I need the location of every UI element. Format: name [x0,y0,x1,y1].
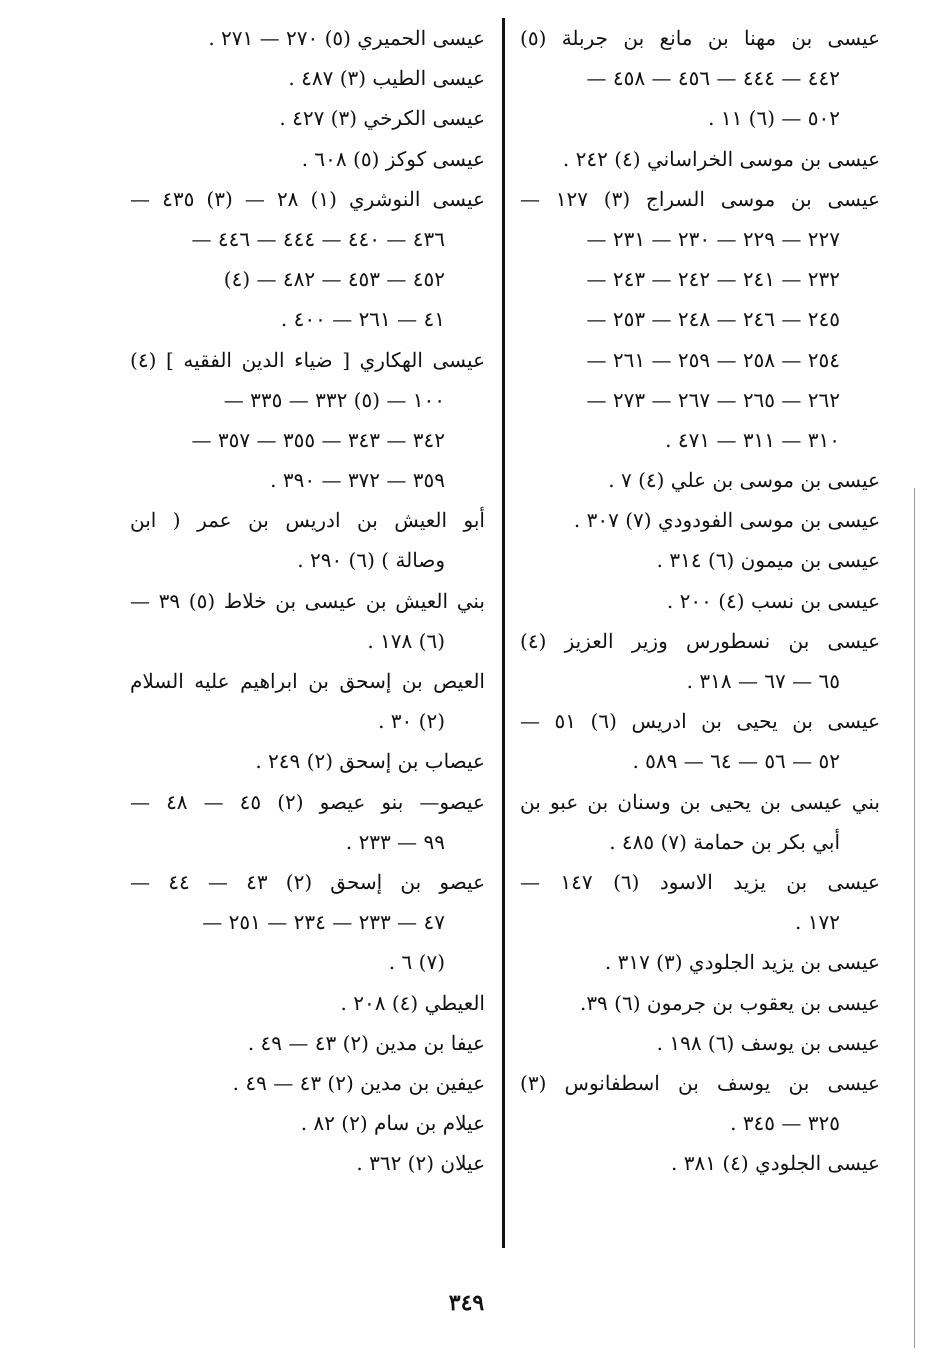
left-column [130,18,485,1183]
index-entry-line: (٢) ٣٠ . [378,709,445,734]
index-entry-line: ٤١ — ٢٦١ — ٤٠٠ . [280,307,445,332]
index-entry-line: ٤٣٦ — ٤٤٠ — ٤٤٤ — ٤٤٦ — [191,226,445,251]
right-column [520,18,880,1183]
index-entry-line: ٢٤٥ — ٢٤٦ — ٢٤٨ — ٢٥٣ — [586,307,840,332]
index-entry-line: ٢٥٤ — ٢٥٨ — ٢٥٩ — ٢٦١ — [586,347,840,372]
index-entry-line: عيصو بن إسحق (٢) ٤٣ — ٤٤ — [130,869,485,894]
index-entry-line: عيسى بن موسى بن علي (٤) ٧ . [608,468,880,493]
index-entry-line: عيسى الحميري (٥) ٢٧٠ — ٢٧١ . [208,26,485,50]
index-entry-line: عيفين بن مدين (٢) ٤٣ — ٤٩ . [232,1070,485,1095]
index-entry-line: عيسى بن يوسف (٦) ١٩٨ . [656,1030,880,1055]
index-entry-line: عيصو— بنو عيصو (٢) ٤٥ — ٤٨ — [130,789,485,814]
index-entry-line: عيسى الطيب (٣) ٤٨٧ . [288,66,485,91]
index-entry-line: عيسى بن يعقوب بن جرمون (٦) ٣٩. [579,990,880,1015]
index-entry-line: عيسى بن ميمون (٦) ٣١٤ . [656,548,880,573]
index-entry-line: (٧) ٦ . [388,950,445,975]
index-entry-line: عيسى بن موسى الخراساني (٤) ٢٤٢ . [562,146,880,171]
index-entry-line: ٤٤٢ — ٤٤٤ — ٤٥٦ — ٤٥٨ — [586,66,840,91]
index-entry-line: أبو العيش بن ادريس بن عمر ( ابن [130,508,485,533]
index-entry-line: بني العيش بن عيسى بن خلاط (٥) ٣٩ — [130,588,485,613]
page-number: ٣٤٩ [448,1290,485,1316]
index-entry-line: عيسى بن موسى الفودودي (٧) ٣٠٧ . [573,508,880,533]
index-entry-line: عيسى بن نسب (٤) ٢٠٠ . [666,588,880,613]
index-entry-line: أبي بكر بن حمامة (٧) ٤٨٥ . [609,829,840,854]
index-entry-line: عيسى الهكاري [ ضياء الدين الفقيه ] (٤) [130,347,485,372]
index-entry-line: العيطي (٤) ٢٠٨ . [340,990,485,1015]
index-entry-line: ٣١٠ — ٣١١ — ٤٧١ . [665,427,840,452]
index-entry-line: عيسى بن يزيد الجلودي (٣) ٣١٧ . [604,950,880,975]
index-entry-line: عيلام بن سام (٢) ٨٢ . [300,1111,485,1136]
index-entry-line: عيصاب بن إسحق (٢) ٢٤٩ . [255,749,485,774]
index-entry-line: العيص بن إسحق بن ابراهيم عليه السلام [130,669,485,693]
index-entry-line: ٣٤٢ — ٣٤٣ — ٣٥٥ — ٣٥٧ — [191,427,445,452]
index-entry-line: ٢٣٢ — ٢٤١ — ٢٤٢ — ٢٤٣ — [586,267,840,292]
index-entry-line: ٣٢٥ — ٣٤٥ . [730,1111,840,1136]
index-entry-line: بني عيسى بن يحيى بن وسنان بن عبو بن [520,789,880,814]
index-entry-line: (٦) ١٧٨ . [367,628,445,653]
index-entry-line: ٦٥ — ٦٧ — ٣١٨ . [686,669,840,693]
index-entry-line: ٢٦٢ — ٢٦٥ — ٢٦٧ — ٢٧٣ — [586,387,840,412]
index-entry-line: عيسى بن مهنا بن مانع بن جربلة (٥) [520,26,880,50]
index-entry-line: ٤٧ — ٢٣٣ — ٢٣٤ — ٢٥١ — [202,910,445,935]
index-entry-line: عيسى بن يزيد الاسود (٦) ١٤٧ — [520,869,880,894]
index-entry-line: عيسى بن يوسف بن اسطفانوس (٣) [520,1070,880,1095]
index-entry-line: ٩٩ — ٢٣٣ . [345,829,445,854]
index-entry-line: عيسى الجلودي (٤) ٣٨١ . [671,1151,880,1176]
index-entry-line: عيلان (٢) ٣٦٢ . [356,1151,485,1176]
index-entry-line: ٢٢٧ — ٢٢٩ — ٢٣٠ — ٢٣١ — [586,226,840,251]
index-entry-line: عيسى بن موسى السراج (٣) ١٢٧ — [520,186,880,211]
index-entry-line: ٤٥٢ — ٤٥٣ — ٤٨٢ — (٤) [223,267,445,292]
index-entry-line: ٣٥٩ — ٣٧٢ — ٣٩٠ . [270,468,445,493]
index-entry-line: عيسى بن يحيى بن ادريس (٦) ٥١ — [520,709,880,734]
column-divider [502,18,505,1248]
index-entry-line: عيسى الكرخي (٣) ٤٢٧ . [279,106,485,131]
index-entry-line: عيسى النوشري (١) ٢٨ — (٣) ٤٣٥ — [130,186,485,211]
index-entry-line: وصالة ) (٦) ٢٩٠ . [297,548,445,573]
index-entry-line: عيفا بن مدين (٢) ٤٣ — ٤٩ . [247,1030,485,1055]
scan-edge-line [914,488,915,1348]
index-entry-line: عيسى بن نسطورس وزير العزيز (٤) [520,628,880,653]
index-entry-line: ٥٠٢ — (٦) ١١ . [708,106,840,131]
index-entry-line: ١٠٠ — (٥) ٣٣٢ — ٣٣٥ — [223,387,445,412]
index-entry-line: عيسى كوكز (٥) ٦٠٨ . [301,146,485,171]
index-entry-line: ١٧٢ . [795,910,840,935]
index-entry-line: ٥٢ — ٥٦ — ٦٤ — ٥٨٩ . [632,749,840,774]
